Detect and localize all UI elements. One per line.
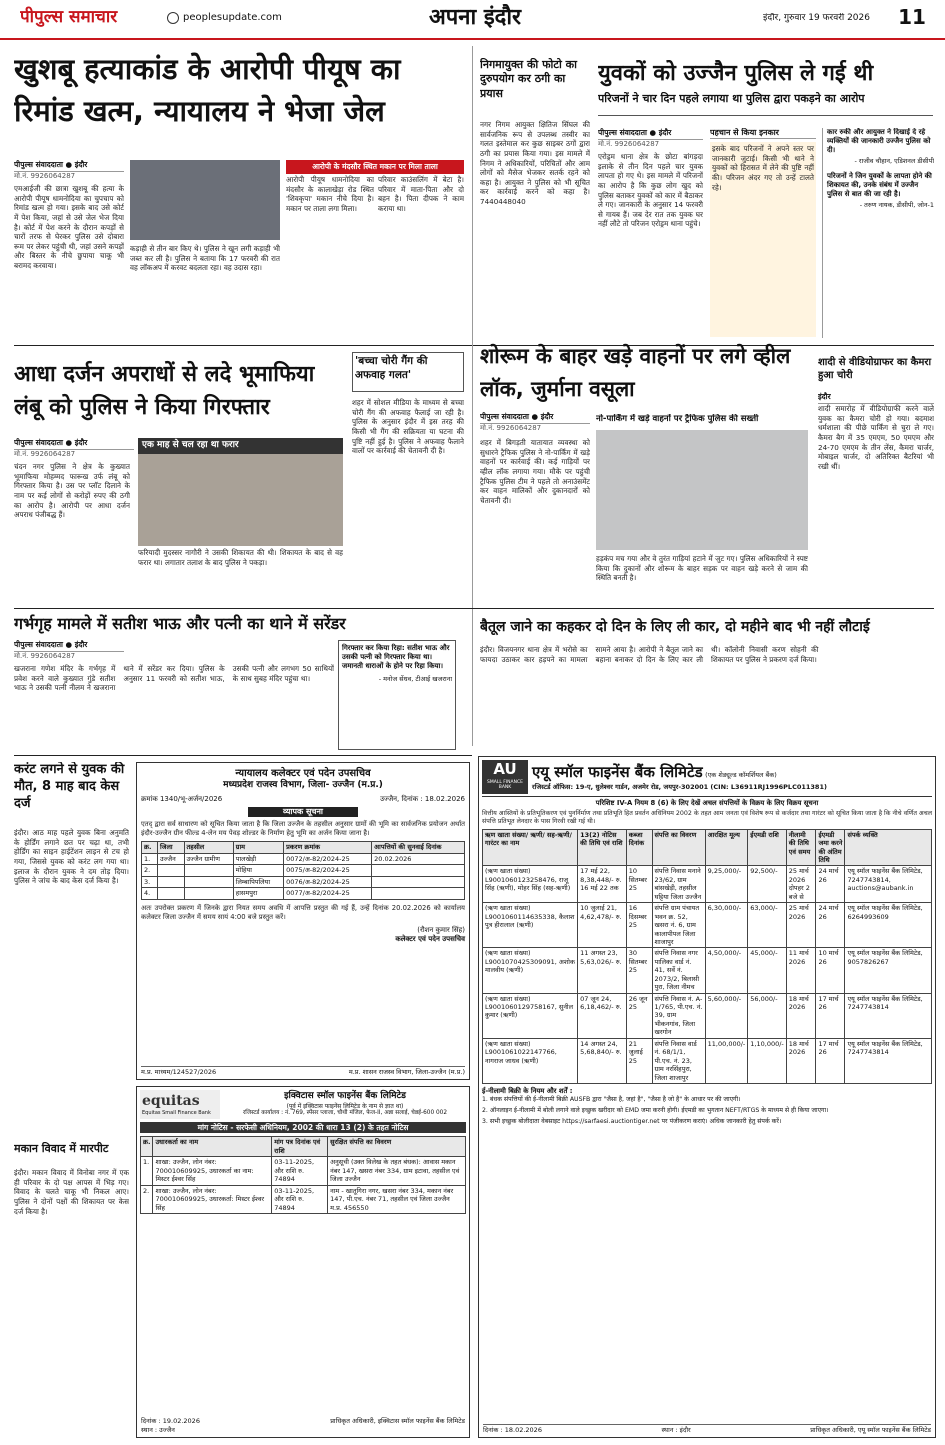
terms-heading: ई-नीलामी बिक्री के नियम और शर्तें : <box>482 1086 573 1095</box>
table-cell: पालखेड़ी <box>233 853 283 864</box>
au-logo <box>482 760 528 794</box>
page-number: 11 <box>898 5 926 29</box>
byline: इंदौर <box>818 392 934 404</box>
headline-bhumafia: आधा दर्जन अपराधों से लदे भूमाफिया लंबू को पुलिस ने किया गिरफ्तार <box>14 362 315 420</box>
table-cell: 92,500/- <box>748 866 786 903</box>
table-cell: 17 मार्च 26 <box>816 993 845 1038</box>
footer-sign: प्राधिकृत अधिकारी, इक्विटास स्मॉल फाइनेंस बैंक लिमिटेड <box>330 1417 465 1426</box>
photo-arrest <box>138 454 343 546</box>
table-cell: एयू स्मॉल फाइनेंस बैंक लिमिटेड, 7247743814 <box>845 1038 932 1083</box>
table-cell: 07 जून 24, 6,18,462/- रु. <box>578 993 627 1038</box>
table-cell: 26 जून 25 <box>626 993 652 1038</box>
table-cell: 03-11-2025, और राशि रु. 74894 <box>272 1185 328 1213</box>
footer-right: म.प्र. शासन राजस्व विभाग, जिला-उज्जैन (म.प्र.) <box>348 1067 465 1076</box>
table-cell: एयू स्मॉल फाइनेंस बैंक लिमिटेड, 7247743814, auctions@aubank.in <box>845 866 932 903</box>
table-cell <box>184 876 233 887</box>
box-label: आरोपी के मंदसौर स्थित मकान पर मिला ताला <box>286 160 464 174</box>
photo-accused <box>130 160 280 240</box>
notice-heading: व्यापक सूचना <box>248 807 358 817</box>
auction-table <box>482 829 932 1084</box>
signature: (रौशन कुमार सिंह) <box>417 925 465 934</box>
table-cell: (ऋण खाता संख्या) L9001060123258476, राजू सिंह (ऋणी), मोहर सिंह (सह-ऋणी) <box>483 866 578 903</box>
table-cell: हासमपुरा <box>233 888 283 899</box>
headline-rumor: 'बच्चा चोरी गैंग की अफवाह गलत' <box>352 352 464 392</box>
table-header: क्र. <box>142 842 158 853</box>
table-header: प्रकरण क्रमांक <box>284 842 372 853</box>
table-cell: 25 मार्च 2026 दोपहर 2 बजे से <box>786 866 816 903</box>
table-cell: 3. <box>142 876 158 887</box>
table-header: मांग पत्र दिनांक एवं राशि <box>272 1137 328 1157</box>
table-cell: 5,60,000/- <box>705 993 748 1038</box>
table-header: ग्राम <box>233 842 283 853</box>
table-cell: (ऋण खाता संख्या) L9001060129758167, सुनील कुमार (ऋणी) <box>483 993 578 1038</box>
article-body: एमआईजी की छात्रा खुशबू की हत्या के आरोपी पीयूष धामनोदिया का चुपचाप को रिमांड खत्म हो गया। इसके बाद उसे कोर्ट में पेश किया, जहां से उसे जेल भेज दिया है। कोर्ट में पेश करने के दौरान कपड़ों से चारों तरफ से घेरकर पुलिस उसे दोबारा रूम पर लेकर पहुंची थी, जहां उसने कपड़ों और बिस्तर के नीचे छुपाया चाकू भी बरामद करवाया। <box>14 184 124 271</box>
table-cell: 63,000/- <box>748 903 786 948</box>
table-cell: 18 मार्च 2026 <box>786 1038 816 1083</box>
byline: पीपुल्स संवाददाता ● इंदौर <box>480 412 590 424</box>
table-cell: 10 सितम्बर 25 <box>626 866 652 903</box>
article-body: आरोपी पीयूष धामनोदिया का मंदसौर के कालाखेड़ा रोड स्थित 'शिवकृपा' मकान नीचे दिया है। मकान पर ताला लगा मिला। <box>286 175 374 213</box>
box-body: इसके बाद परिजनों ने अपने स्तर पर जानकारी जुटाई। किसी भी थाने ने युवकों को हिरासत में लेने की पुष्टि नहीं की। परिजन अंदर गए तो उन्हें टालते रहे। <box>710 142 816 337</box>
table-cell: 18 मार्च 2026 <box>786 993 816 1038</box>
table-cell <box>372 865 465 876</box>
table-cell: 20.02.2026 <box>372 853 465 864</box>
table-cell: 0072/अ-82/2024-25 <box>284 853 372 864</box>
quote-box <box>338 640 456 750</box>
table-cell: 10 मार्च 26 <box>816 948 845 993</box>
table-row <box>483 993 932 1038</box>
headline-khushbu: खुशबू हत्याकांड के आरोपी पीयूष का रिमांड खत्म, न्यायालय ने भेजा जेल <box>14 52 401 129</box>
headline-nigam: निगमायुक्त की फोटो का दुरुपयोग कर ठगी का प्रयास <box>480 58 577 100</box>
ad-au-bank <box>478 756 936 1438</box>
byline: पीपुल्स संवाददाता ● इंदौर <box>14 640 124 652</box>
table-header: आरक्षित मूल्य <box>705 829 748 866</box>
table-cell: उज्जैन ग्रामीण <box>184 853 233 864</box>
table-cell: 17 मार्च 26 <box>816 1038 845 1083</box>
table-cell: एयू स्मॉल फाइनेंस बैंक लिमिटेड, 7247743814 <box>845 993 932 1038</box>
table-cell: संपत्ति निवास नगर पालिका वार्ड नं. 41, सर्वे नं. 2073/2, बिलासी पुरा, जिला नीमच <box>652 948 705 993</box>
article-body: इंदौर। मकान विवाद में विनोबा नगर में एक ही परिवार के दो पक्ष आपस में भिड़ गए। विवाद के चलते चाकू भी निकल आए। पुलिस ने दोनों पक्षों की शिकायत पर केस दर्ज किया है। <box>14 1168 129 1216</box>
divider <box>14 608 934 609</box>
au-logo-sub: SMALL FINANCE BANK <box>487 779 523 791</box>
phone: मो.नं. 9926064287 <box>14 172 76 180</box>
table-cell: 0076/अ-82/2024-25 <box>284 876 372 887</box>
ad-subtitle: मध्यप्रदेश राजस्व विभाग, जिला- उज्जैन (म.प्र.) <box>223 780 383 790</box>
notice-heading: मांग नोटिस - सरफेसी अधिनियम, 2002 की धारा 13 (2) के तहत नोटिस <box>140 1122 466 1134</box>
table-header: ऋण खाता संख्या/ ऋणी/ सह-ऋणी/ गारंटर का नाम <box>483 829 578 866</box>
rule-heading: परिशिष्ट IV-A नियम 8 (6) के लिए देखें अचल संपत्तियों के विक्रय के लिए विक्रय सूचना <box>595 799 819 807</box>
photo-label: एक माह से चल रहा था फरार <box>138 438 343 454</box>
table-cell <box>157 888 184 899</box>
article-body: खजराना गणेश मंदिर के गर्भगृह में प्रवेश करने वाले कुख्यात गुंडे सतीश भाऊ ने उसकी पत्नी नीलम ने खजराना थाने में सरेंडर कर दिया। पुलिस के अनुसार 11 फरवरी को सतीश भाऊ, उसकी पत्नी और लगभग 50 साथियों के साथ सुबह मंदिर पहुंचा था। <box>14 664 334 693</box>
masthead <box>0 0 945 40</box>
ad-title: एयू स्मॉल फाइनेंस बैंक लिमिटेड <box>532 763 703 782</box>
table-cell: 30 सितम्बर 25 <box>626 948 652 993</box>
table-cell: शाखा: उज्जैन, लोन नंबर: 700010609925, उधारकर्ता का नाम: मिस्टर ईश्वर सिंह <box>153 1157 272 1185</box>
table-cell: (ऋण खाता संख्या) L9001061022147766, नागराज जाधव (ऋणी) <box>483 1038 578 1083</box>
table-header: संपत्ति का विवरण <box>652 829 705 866</box>
table-cell: 0075/अ-82/2024-25 <box>284 865 372 876</box>
table-header: उधारकर्ता का नाम <box>153 1137 272 1157</box>
table-cell: 4. <box>142 888 158 899</box>
notice-date: उज्जैन, दिनांक : 18.02.2026 <box>380 794 465 803</box>
au-logo-text: AU <box>493 760 517 778</box>
quote-text: गिरफ्तार कर किया रिहा: सतीश भाऊ और उसकी पत्नी को गिरफ्तार किया था। जमानती धाराओं के होने पर रिहा किया। <box>342 644 450 671</box>
headline-car: बैतूल जाने का कहकर दो दिन के लिए ली कार, दो महीने बाद भी नहीं लौटाई <box>480 619 870 635</box>
table-cell: 4,50,000/- <box>705 948 748 993</box>
headline-camera: शादी से वीडियोग्राफर का कैमरा हुआ चोरी <box>818 357 932 381</box>
table-cell: संपत्ति ग्राम पंचायत भवन क्र. 52, खसरा नं. 6, ग्राम कालापीपल जिला शाजापुर <box>652 903 705 948</box>
table-cell: 56,000/- <box>748 993 786 1038</box>
ad-subtitle: (पूर्व में इक्विटास फाइनेंस लिमिटेड के नाम से ज्ञात था) <box>286 1102 404 1110</box>
table-row <box>483 866 932 903</box>
column-divider <box>472 46 473 746</box>
ad-address: रजिस्टर्ड कार्यालय : नं. 769, स्पेंसर प्लाजा, चौथी मंजिल, फेज-II, अन्ना सलाई, चेन्नई-600 002 <box>242 1110 448 1117</box>
ad-equitas <box>136 1086 470 1438</box>
table-cell: 2. <box>141 1185 153 1213</box>
table-row <box>142 865 465 876</box>
table-header: संपर्क व्यक्ति <box>845 829 932 866</box>
table-header: ईएमडी जमा करने की अंतिम तिथि <box>816 829 845 866</box>
table-header: आपत्तियों की सुनवाई दिनांक <box>372 842 465 853</box>
quote-box <box>822 128 934 338</box>
table-header: कब्जा दिनांक <box>626 829 652 866</box>
table-cell <box>372 876 465 887</box>
table-cell <box>157 865 184 876</box>
article-body: शहर में बिगड़ती यातायात व्यवस्था को सुधारने ट्रैफिक पुलिस ने नो-पार्किंग में खड़े वाहनों पर कार्रवाई की। कई गाड़ियों पर व्हील लॉक लगाया गया। मौके पर पहुंची ट्रैफिक पुलिस टीम ने पहले तो अनाउंसमेंट कर वाहन मालिकों और दुकानदारों को चेतावनी दी। <box>480 438 590 505</box>
case-number: क्रमांक 1340/भू-अर्जन/2026 <box>141 794 223 803</box>
table-row <box>483 948 932 993</box>
table-cell: लिम्बापिपलिया <box>233 876 283 887</box>
table-row <box>141 1157 466 1185</box>
table-row <box>142 876 465 887</box>
table-cell: 10 जुलाई 21, 4,62,478/- रु. <box>578 903 627 948</box>
quote-text: परिजनों ने जिन युवकों के लापता होने की शिकायत की, उनके संबंध में उज्जैन पुलिस से बात की जा रही है। <box>827 171 932 198</box>
table-header: तहसील <box>184 842 233 853</box>
footer-date: दिनांक : 18.02.2026 <box>483 1425 542 1434</box>
terms-list <box>482 1096 932 1126</box>
table-cell: नाम - खातूगिरा नगर, खसरा नंबर 334, मकान नंबर 147, पी.एच. नंबर 71, तहसील एवं जिला उज्जैन म.प्र. 456550 <box>328 1185 466 1213</box>
table-cell: संपत्ति निवास नं. A-1/765, पी.एच. नं. 39, ग्राम भीकनगांव, जिला खरगोन <box>652 993 705 1038</box>
table-cell: 03-11-2025, और राशि रु. 74894 <box>272 1157 328 1185</box>
table-cell: एयू स्मॉल फाइनेंस बैंक लिमिटेड, 6264993609 <box>845 903 932 948</box>
ad-address: रजिस्टर्ड ऑफिस: 19-ए, धुलेश्वर गार्डन, अजमेर रोड, जयपुर-302001 (CIN: L36911RJ1996PLC011381) <box>532 782 827 791</box>
quote-signature: - मनोज सेंधव, टीआई खजराना <box>378 675 452 684</box>
table-cell: मोहिया <box>233 865 283 876</box>
phone: मो.नं. 9926064287 <box>14 450 76 458</box>
section-title: अपना इंदौर <box>428 5 522 30</box>
table-cell: 11 अगस्त 23, 5,63,026/- रु. <box>578 948 627 993</box>
article-body: नगर निगम आयुक्त क्षितिज सिंघल की सार्वजनिक रूप से उपलब्ध तस्वीर का गलत इस्तेमाल कर कुछ साइबर ठगों द्वारा ठगी का प्रयास किया गया। इस मामले में निगम ने अधिकारियों, परिचितों और आम लोगों को मैसेज भेजकर सतर्क रहने को कहा है। आयुक्त ने पुलिस को भी सूचित कर कार्रवाई करने को कहा है। 7440448040 <box>480 120 590 207</box>
terms-item: 3. सभी इच्छुक बोलीदाता वेबसाइट https://sarfaesi.auctiontiger.net पर पंजीकरण कराएं। अधिक जानकारी हेतु संपर्क करें। <box>482 1117 782 1125</box>
table-cell <box>372 888 465 899</box>
ad-collector-notice <box>136 762 470 1080</box>
article-body: कड़ाही से तीन बार किए थे। पुलिस ने खून लगी कड़ाही भी जब्त कर ली है। पुलिस ने बताया कि 17 फरवरी की रात वह लॉकअप में करवट बदलता रहा। वह उदास रहा। <box>130 244 280 273</box>
table-cell: 1. <box>142 853 158 864</box>
table-cell: 1,10,000/- <box>748 1038 786 1083</box>
headline-surrender: गर्भगृह मामले में सतीश भाऊ और पत्नी का थाने में सरेंडर <box>14 614 346 633</box>
table-header: क्र. <box>141 1137 153 1157</box>
table-cell <box>184 888 233 899</box>
quote-signature: - राजीव चौहान, एडिशनल डीसीपी <box>854 157 934 166</box>
signature-title: कलेक्टर एवं पदेन उपसचिव <box>395 934 465 943</box>
equitas-logo-text: equitas <box>142 1093 200 1109</box>
table-cell: 6,30,000/- <box>705 903 748 948</box>
table-cell: 17 मई 22, 8,38,448/- रु. 16 मई 22 तक <box>578 866 627 903</box>
table-cell: संपत्ति निवास मनाने 23/62, ग्राम बांसखेड़ी, तहसील घट्टिया जिला उज्जैन <box>652 866 705 903</box>
table-header: ईएमडी राशि <box>748 829 786 866</box>
table-cell: संपत्ति निवास वार्ड नं. 68/1/1, पी.एच. नं. 23, ग्राम नरसिंहपुरा, जिला शाजापुर <box>652 1038 705 1083</box>
notice-body: एतद् द्वारा सर्व साधारण को सूचित किया जाता है कि जिला उज्जैन के तहसील अनुसार ग्रामों की भूमि का सार्वजनिक प्रयोजन अर्थात इंदौर-उज्जैन ग्रीन फील्ड 4-लेन मय पेवड़ शोल्डर के निर्माण हेतु भूमि का अर्जन किया जाना है। <box>141 820 465 838</box>
phone: मो.नं. 9926064287 <box>14 652 76 660</box>
table-cell: शाखा: उज्जैन, लोन नंबर: 700010609925, उधारकर्ता: मिस्टर ईश्वर सिंह <box>153 1185 272 1213</box>
article-body: शादी समारोह में वीडियोग्राफी करने वाले युवक का कैमरा चोरी हो गया। बदमाश धर्मशाला की पीछे पार्किंग से चुरा ले गए। कैमरा बैग में 35 एमएम, 50 एमएम और 24-70 एमएम के तीन लेंस, कैमरा चार्जर, मोबाइल चार्जर, दो अतिरिक्त बैटरियां भी रखी थीं। <box>818 404 934 471</box>
table-cell <box>184 865 233 876</box>
equitas-logo-sub: Equitas Small Finance Bank <box>142 1110 211 1117</box>
table-cell: 21 जुलाई 25 <box>626 1038 652 1083</box>
article-body: इंदौर। आठ माह पहले युवक बिना अनुमति के होर्डिंग लगाने छत पर चढ़ा था, तभी होर्डिंग का साइन हाईटेंशन लाइन से टच हो गया, जिससे युवक को करंट लग गया था। इलाज के दौरान युवक ने दम तोड़ दिया। पुलिस ने जांच के बाद केस दर्ज किया है। <box>14 828 129 886</box>
phone: मो.नं. 9926064287 <box>598 140 660 148</box>
headline-wheel-lock: शोरूम के बाहर खड़े वाहनों पर लगे व्हील लॉक, जुर्माना वसूला <box>480 344 791 401</box>
notice-intro: वित्तीय आस्तियों के प्रतिभूतिकरण एवं पुनर्निर्माण तथा प्रतिभूति हित प्रवर्तन अधिनियम 2002 के तहत आम जनता एवं विशेष रूप से कर्जदार तथा गारंटर को सूचित किया जाता है कि नीचे वर्णित अचल संपत्ति प्रतिभूत लेनदार के पास गिरवी रखी गई थी। <box>482 809 932 826</box>
table-cell: अनुसूची (उक्त विलेख के तहत बंधक): आवास मकान नंबर 147, खसरा नंबर 334, ग्राम इटावा, तहसील एवं जिला उज्जैन <box>328 1157 466 1185</box>
table-cell: 0077/अ-82/2024-25 <box>284 888 372 899</box>
table-row <box>483 1038 932 1083</box>
table-cell: 2. <box>142 865 158 876</box>
byline: पीपुल्स संवाददाता ● इंदौर <box>14 438 134 450</box>
footer-place: स्थान : उज्जैन <box>141 1425 175 1434</box>
terms-item: 1. बंधक संपत्तियों की ई-नीलामी बिक्री AUSFB द्वारा "जैसा है, जहां है", "जैसा है जो है" के आधार पर की जाएगी। <box>482 1095 741 1103</box>
table-row <box>483 903 932 948</box>
table-row <box>142 853 465 864</box>
headline-electrocution: करंट लगने से युवक की मौत, 8 माह बाद केस दर्ज <box>14 762 125 811</box>
table-header: 13(2) नोटिस की तिथि एवं राशि <box>578 829 627 866</box>
ad-title: इक्विटास स्मॉल फाइनेंस बैंक लिमिटेड <box>284 1090 406 1101</box>
table-header: जिला <box>157 842 184 853</box>
equitas-logo <box>140 1090 220 1119</box>
land-table <box>141 841 465 899</box>
table-cell: 14 अगस्त 24, 5,68,840/- रु. <box>578 1038 627 1083</box>
website-link[interactable]: peoplesupdate.com <box>183 12 282 23</box>
divider <box>14 755 472 756</box>
footer-place: स्थान : इंदौर <box>661 1425 691 1434</box>
terms-item: 2. ऑनलाइन ई-नीलामी में बोली लगाने वाले इच्छुक खरीदार को EMD जमा करनी होगी। ईएमडी का भुगतान NEFT/RTGS के माध्यम से ही किया जाएगा। <box>482 1106 829 1114</box>
table-cell: 25 मार्च 2026 <box>786 903 816 948</box>
photo-caption: हड़कंप मच गया और वे तुरंत गाड़ियां हटाने में जुट गए। पुलिस अधिकारियों ने स्पष्ट किया कि दुकानों और शोरूम के बाहर सड़क पर वाहन खड़े करने से जाम की स्थिति बनती है। <box>596 554 808 583</box>
article-body: एरोड्रम थाना क्षेत्र के छोटा बांगड़दा इलाके से तीन दिन पहले चार युवक लापता हो गए थे। इस मामले में परिजनों का आरोप है कि कुछ लोग खुद को पुलिस बताकर युवकों को कार में बैठाकर ले गए। जानकारी के अनुसार 14 फरवरी से गायब हैं। जब देर रात तक युवक घर नहीं लौटे तो परिजन एरोड्रम थाना पहुंचे। <box>598 152 703 229</box>
quote-text: कार रुकी और आयुक्त ने दिखाई दे रहे व्यक्तियों की जानकारी उज्जैन पुलिस को दी। <box>827 128 931 155</box>
article-body: इंदौर। विजयनगर थाना क्षेत्र में भरोसे का फायदा उठाकर कार हड़पने का मामला सामने आया है। आरोपी ने बैतूल जाने का बहाना बनाकर दो दिन के लिए कार ली थी। कॉलोनी निवासी करण सोहनी की शिकायत पर पुलिस ने प्रकरण दर्ज किया। <box>480 645 819 664</box>
article-body: चंदन नगर पुलिस ने क्षेत्र के कुख्यात भूमाफिया मोहम्मद फारूख उर्फ लंबू को गिरफ्तार किया है। उस पर प्लॉट दिलाने के नाम पर कई लोगों से करोड़ों रुपए की ठगी का आरोप है। आरोपी पर आधा दर्जन अपराध पंजीबद्ध हैं। <box>14 462 130 520</box>
article-body: शहर में सोशल मीडिया के माध्यम से बच्चा चोरी गैंग की अफवाह फैलाई जा रही है। पुलिस के अनुसार इंदौर में इस तरह की किसी भी गैंग की सक्रियता या घटना की पुष्टि नहीं हुई है। पुलिस ने अफवाह फैलाने वालों पर कार्रवाई की चेतावनी दी है। <box>352 398 464 456</box>
footer-left: म.प्र. माध्यम/124527/2026 <box>141 1067 217 1076</box>
footer-sign: प्राधिकृत अधिकारी, एयू स्मॉल फाइनेंस बैंक लिमिटेड <box>810 1425 931 1434</box>
phone: मो.नं. 9926064287 <box>480 424 542 432</box>
headline-ujjain: युवकों को उज्जैन पुलिस ले गई थी <box>598 61 874 86</box>
notice-footer: अतः उपरोक्त प्रकरण में जिनके द्वारा नियत समय अवधि में आपत्ति प्रस्तुत की गई हैं, उन्हें दिनांक 20.02.2026 को कार्यालय कलेक्टर जिला उज्जैन में समय सायं 4:00 बजे प्रस्तुत करें। <box>141 903 465 921</box>
footer-date: दिनांक : 19.02.2026 <box>141 1417 200 1426</box>
table-cell: (ऋण खाता संख्या) L9001070425309091, अशोक मालवीय (ऋणी) <box>483 948 578 993</box>
ad-title-sub: (एक शेड्यूल्ड कॉमर्शियल बैंक) <box>705 771 777 780</box>
table-cell: 11 मार्च 2026 <box>786 948 816 993</box>
byline: पीपुल्स संवाददाता ● इंदौर <box>598 128 703 140</box>
table-row <box>141 1185 466 1213</box>
table-header: सुरक्षित संपत्ति का विवरण <box>328 1137 466 1157</box>
table-cell: 9,25,000/- <box>705 866 748 903</box>
byline: पीपुल्स संवाददाता ● इंदौर <box>14 160 124 172</box>
loan-table <box>140 1136 466 1214</box>
newspaper-logo: पीपुल्स समाचार <box>20 7 118 27</box>
table-cell: उज्जैन <box>157 853 184 864</box>
globe-icon <box>167 12 179 24</box>
photo-caption: फरियादी मुदस्सर नागौरी ने उसकी शिकायत की थी। शिकायत के बाद से वह फरार था। लगातार तलाश के बाद पुलिस ने पकड़ा। <box>138 548 343 567</box>
table-cell: 11,00,000/- <box>705 1038 748 1083</box>
article-body: परिवार काउंसलिंग में बेटा है। परिवार में माता-पिता और दो बहन है। पिता दीपक ने काम कराया था। <box>378 175 464 213</box>
table-cell: 1. <box>141 1157 153 1185</box>
subhead: नो-पार्किंग में खड़े वाहनों पर ट्रैफिक पुलिस की सख्ती <box>596 414 759 424</box>
table-cell <box>157 876 184 887</box>
quote-signature: - तरुण नायक, डीसीपी, जोन-1 <box>859 201 934 209</box>
table-cell: 24 मार्च 26 <box>816 866 845 903</box>
table-cell: 24 मार्च 26 <box>816 903 845 948</box>
subhead: परिजनों ने चार दिन पहले लगाया था पुलिस द्वारा पकड़ने का आरोप <box>598 92 933 116</box>
box-title: पहचान से किया इनकार <box>710 128 816 139</box>
dateline: इंदौर, गुरुवार 19 फरवरी 2026 <box>763 13 870 23</box>
table-cell: 45,000/- <box>748 948 786 993</box>
ad-title: न्यायालय कलेक्टर एवं पदेन उपसचिव <box>235 768 371 779</box>
headline-dispute: मकान विवाद में मारपीट <box>14 1142 109 1155</box>
table-cell: एयू स्मॉल फाइनेंस बैंक लिमिटेड, 9057826267 <box>845 948 932 993</box>
photo-wheel-lock <box>596 430 808 550</box>
table-header: नीलामी की तिथि एवं समय <box>786 829 816 866</box>
table-row <box>142 888 465 899</box>
table-cell: 16 दिसम्बर 25 <box>626 903 652 948</box>
table-cell: (ऋण खाता संख्या) L9001060114635338, कैलाश पुत्र हीरालाल (ऋणी) <box>483 903 578 948</box>
